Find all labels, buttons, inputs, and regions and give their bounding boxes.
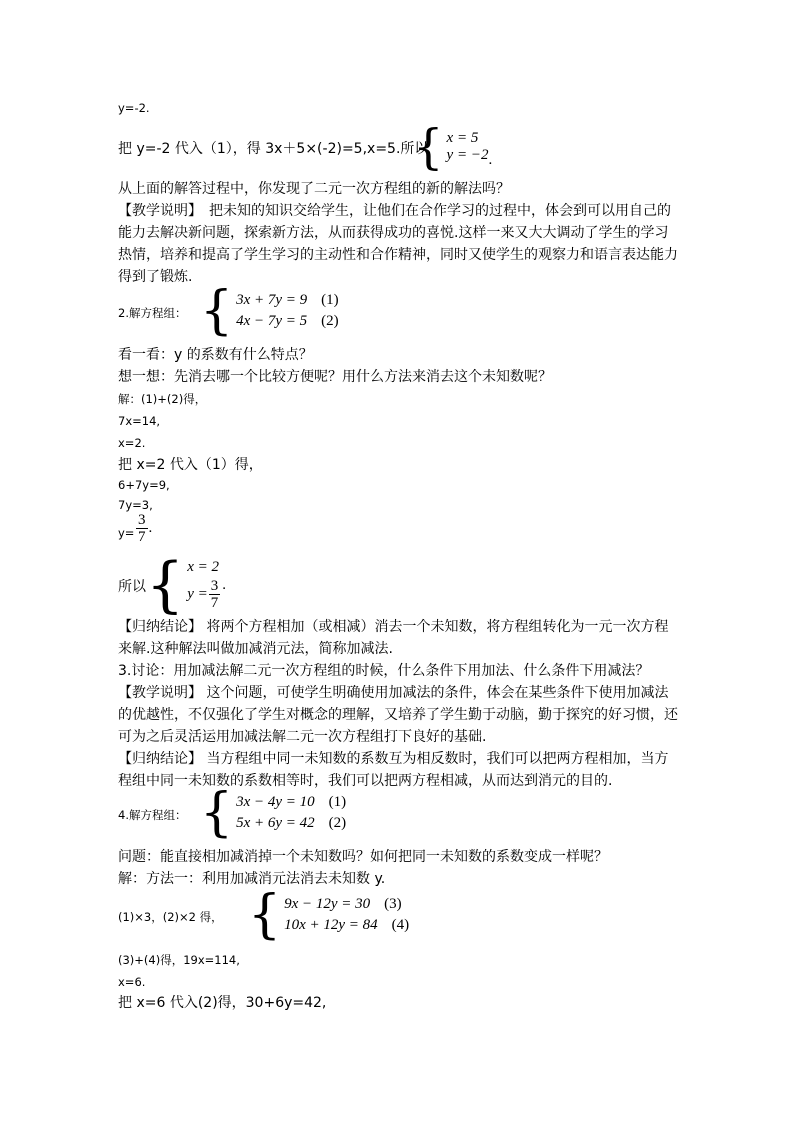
text-line: 可为之后灵活运用加减法解二元一次方程组打下良好的基础. bbox=[118, 729, 487, 745]
text-line: 6+7y=9, bbox=[118, 478, 170, 492]
text-line: 想一想：先消去哪一个比较方便呢？用什么方法来消去这个未知数呢？ bbox=[118, 369, 552, 385]
text-line: 所以 bbox=[118, 579, 146, 595]
solution-system-1: { x = 5 y = −2 . bbox=[413, 119, 493, 175]
text-line: 把 y=-2 代入（1），得 3x＋5×(-2)=5,x=5.所以 bbox=[118, 141, 429, 157]
text-line: 【教学说明】 这个问题，可使学生明确使用加减法的条件，体会在某些条件下使用加减法 bbox=[118, 685, 669, 701]
text-line: 能力去解决新问题，探索新方法，从而获得成功的喜悦.这样一来又大大调动了学生的学习 bbox=[118, 225, 669, 241]
text-line: 【归纳结论】 当方程组中同一未知数的系数互为相反数时，我们可以把两方程相加，当方 bbox=[118, 751, 669, 767]
solution-system-2: { x = 2 y = $\frac{3}{7}$ . bbox=[146, 550, 226, 620]
equation: x = 2 bbox=[187, 559, 219, 575]
text-line: 看一看：y 的系数有什么特点？ bbox=[118, 347, 313, 363]
text-line: 【教学说明】 把未知的知识交给学生，让他们在合作学习的过程中，体会到可以用自己的 bbox=[118, 203, 671, 219]
text-line: 【归纳结论】 将两个方程相加（或相减）消去一个未知数，将方程组转化为一元一次方程 bbox=[118, 619, 669, 635]
text-line: y=-2. bbox=[118, 101, 150, 115]
text-line: 程组中同一未知数的系数相等时，我们可以把两方程相减，从而达到消元的目的. bbox=[118, 773, 613, 789]
text-line: 4.解方程组： bbox=[118, 808, 187, 822]
text-line: 得到了锻炼. bbox=[118, 269, 193, 285]
equation: y = −2 bbox=[446, 147, 489, 163]
equation: 10x + 12y = 84 (4) bbox=[284, 917, 410, 933]
equation: 3x + 7y = 9 (1) bbox=[236, 292, 339, 308]
equation-system-4: { 3x − 4y = 10 (1) 5x + 6y = 42 (2) bbox=[200, 783, 347, 843]
equation-system-5: { 9x − 12y = 30 (3) 10x + 12y = 84 (4) bbox=[248, 885, 410, 945]
equation: 9x − 12y = 30 (3) bbox=[284, 896, 402, 912]
text-line: 3.讨论：用加减法解二元一次方程组的时候，什么条件下用加法、什么条件下用减法？ bbox=[118, 663, 650, 679]
text-line: (3)+(4)得，19x=114, bbox=[118, 953, 240, 967]
text-line: x=6. bbox=[118, 975, 146, 989]
equation: 5x + 6y = 42 (2) bbox=[236, 815, 347, 831]
text-line: y= bbox=[118, 526, 135, 540]
text-line: 从上面的解答过程中，你发现了二元一次方程组的新的解法吗？ bbox=[118, 181, 510, 197]
text-line: x=2. bbox=[118, 436, 146, 450]
text-line: 问题：能直接相加减消掉一个未知数吗？如何把同一未知数的系数变成一样呢？ bbox=[118, 849, 608, 865]
text-line: 把 x=6 代入(2)得，30+6y=42, bbox=[118, 995, 327, 1011]
text-line: 7x=14, bbox=[118, 414, 161, 428]
equation: x = 5 bbox=[446, 130, 479, 146]
equation: 4x − 7y = 5 (2) bbox=[236, 313, 339, 329]
text-line: 7y=3, bbox=[118, 498, 153, 512]
text-line: 解：方法一：利用加减消元法消去未知数 y. bbox=[118, 871, 386, 887]
text-line: (1)×3，(2)×2 得， bbox=[118, 910, 223, 924]
text-line: 来解.这种解法叫做加减消元法，简称加减法. bbox=[118, 641, 393, 657]
fraction-result: $\frac{3}{7}$ . bbox=[138, 512, 153, 545]
equation: y = $\frac{3}{7}$ bbox=[187, 578, 219, 611]
text-line: 2.解方程组： bbox=[118, 306, 187, 320]
text-line: 把 x=2 代入（1）得， bbox=[118, 457, 263, 473]
text-line: 的优越性，不仅强化了学生对概念的理解，又培养了学生勤于动脑，勤于探究的好习惯，还 bbox=[118, 707, 678, 723]
text-line: 热情，培养和提高了学生学习的主动性和合作精神，同时又使学生的观察力和语言表达能力 bbox=[118, 247, 678, 263]
text-line: 解：(1)+(2)得， bbox=[118, 392, 207, 406]
equation-system-2: { 3x + 7y = 9 (1) 4x − 7y = 5 (2) bbox=[200, 281, 339, 341]
equation: 3x − 4y = 10 (1) bbox=[236, 794, 347, 810]
